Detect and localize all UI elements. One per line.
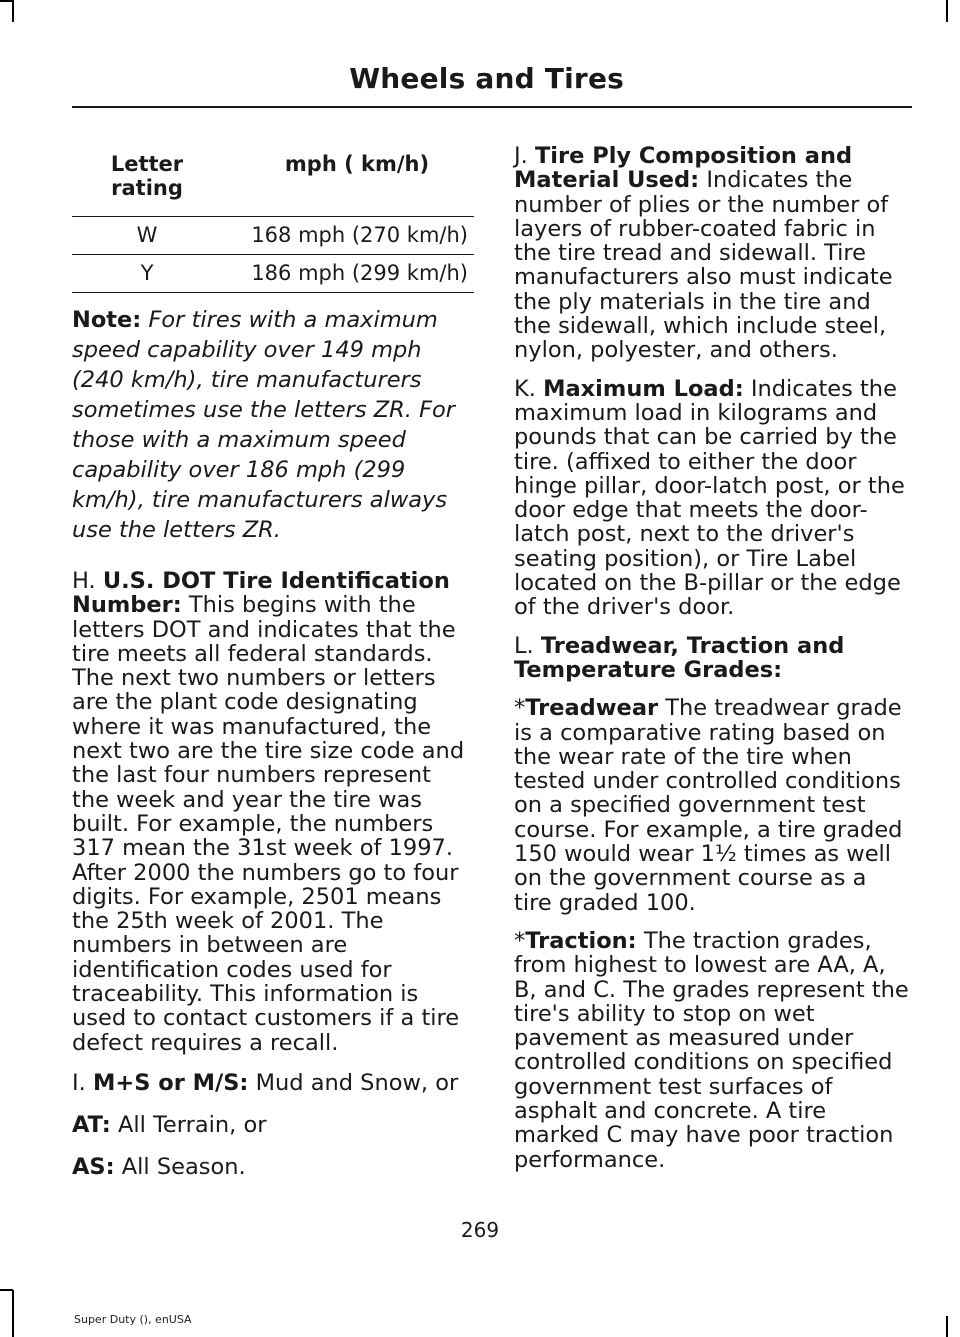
at-paragraph [72,1111,474,1139]
table-row [72,217,474,255]
note-paragraph [72,305,474,545]
section-prefix: L. [514,632,534,659]
speed-rating-table [72,144,474,293]
traction-paragraph [514,929,910,1172]
section-prefix: J. [514,143,528,169]
section-prefix: I. [72,1069,86,1096]
treadwear-paragraph [514,696,910,915]
section-j [514,144,910,363]
left-column [72,144,474,1195]
section-text: Mud and Snow, or [255,1069,459,1096]
crop-mark [12,0,14,22]
column-header-letter: Letter rating [72,144,222,217]
section-text: Indicates the number of plies or the number of layers of rubber-coated fabric in the tire tread and sidewall. Tire manufacturers also must indicate the ply materials in the tire and the sidewall, which include steel, nylon, polyester, and others. [514,167,893,364]
table-row [72,255,474,293]
right-column [514,144,910,1186]
header-divider [72,106,912,108]
as-text: All Season. [121,1153,246,1180]
section-heading: U.S. DOT Tire Identification Number: [72,568,450,619]
treadwear-text: The treadwear grade is a comparative rating based on the wear rate of the tire when tested under controlled conditions on a specified government test course. For example, a tire graded 150 would wear 1½ times as well on the government course as a tire graded 100. [514,695,903,916]
section-i [72,1069,474,1097]
traction-star: * [514,927,526,954]
section-prefix: H. [72,568,96,594]
crop-mark [946,1316,948,1337]
traction-text: The traction grades, from highest to lowest are AA, A, B, and C. The grades represent the tire's ability to stop on wet pavement as measured under controlled conditions on specified government test surfaces of asphalt and concrete. A tire marked C may have poor traction performance. [514,927,909,1173]
crop-mark [12,1290,14,1337]
section-l [514,634,910,683]
section-heading: Tire Ply Composition and Material Used: [514,143,853,194]
section-heading: Maximum Load: [543,375,744,402]
at-text: All Terrain, or [117,1111,267,1138]
speed-cell: 186 mph (299 km/h) [222,255,474,293]
traction-label: Traction: [525,927,637,954]
section-heading: M+S or M/S: [92,1069,249,1096]
footer-text: Super Duty (), enUSA [74,1313,192,1326]
section-prefix: K. [514,375,536,402]
treadwear-label: Treadwear [525,695,659,722]
letter-cell: Y [72,255,222,293]
crop-mark [946,0,948,22]
section-text: Indicates the maximum load in kilograms and pounds that can be carried by the tire. (affixed to either the door hinge pillar, door-latch post, or the door edge that meets the door-latch post, next to the driver's seating position), or Tire Label located on the B-pillar or the edge of the driver's door. [514,375,905,621]
note-text: For tires with a maximum speed capability over 149 mph (240 km/h), tire manufacturers sometimes use the letters ZR. For those with a maximum speed capability over 186 mph (299 km/h), tire manufacturers always use the letters ZR. [72,307,456,543]
speed-cell: 168 mph (270 km/h) [222,217,474,255]
at-label: AT: [72,1111,111,1138]
page-number: 269 [460,1218,500,1242]
as-label: AS: [72,1153,115,1180]
section-text: This begins with the letters DOT and indicates that the tire meets all federal standards. The next two numbers or letters are the plant code designating where it was manufactured, the next two are the tire size code and the last four numbers represent the week and year the tire was built. For example, the numbers 317 mean the 31st week of 1997. After 2000 the numbers go to four digits. For example, 2501 means the 25th week of 2001. The numbers in between are identification codes used for traceability. This information is used to contact customers if a tire defect requires a recall. [72,592,465,1056]
as-paragraph [72,1153,474,1181]
section-heading: Treadwear, Traction and Temperature Grades: [514,632,845,683]
letter-cell: W [72,217,222,255]
column-header-speed: mph ( km/h) [222,144,474,217]
section-k [514,377,910,620]
table-header-row [72,144,474,217]
note-label: Note: [72,307,142,333]
page-title: Wheels and Tires [349,62,624,95]
crop-mark [0,1289,13,1291]
section-h [72,569,474,1055]
treadwear-star: * [514,695,526,722]
